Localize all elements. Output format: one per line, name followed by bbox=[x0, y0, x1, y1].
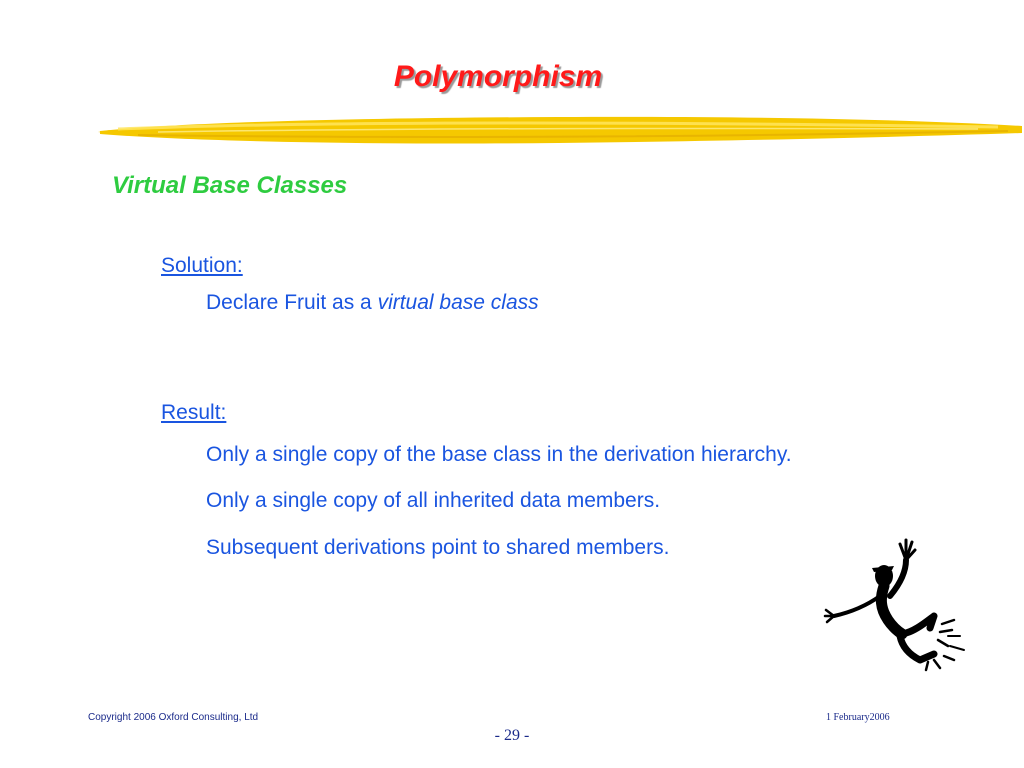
yellow-brush-stroke bbox=[98, 110, 1024, 152]
page-number: - 29 - bbox=[494, 727, 530, 744]
solution-line-prefix: Declare Fruit as a bbox=[206, 291, 378, 314]
solution-heading: Solution: bbox=[161, 254, 243, 277]
slide-subtitle: Virtual Base Classes bbox=[112, 172, 348, 199]
slide-title: Polymorphism bbox=[393, 60, 603, 93]
result-line-1: Only a single copy of the base class in the derivation hierarchy. bbox=[206, 443, 792, 466]
footer-copyright: Copyright 2006 Oxford Consulting, Ltd bbox=[88, 712, 259, 723]
result-line-3: Subsequent derivations point to shared members. bbox=[206, 536, 670, 559]
solution-line bbox=[206, 289, 539, 317]
solution-line-emphasis: virtual base class bbox=[377, 291, 539, 314]
footer-date: 1 February2006 bbox=[826, 712, 890, 723]
result-line-2: Only a single copy of all inherited data members. bbox=[206, 489, 661, 512]
running-figure-icon bbox=[822, 536, 972, 672]
result-heading: Result: bbox=[161, 401, 227, 424]
